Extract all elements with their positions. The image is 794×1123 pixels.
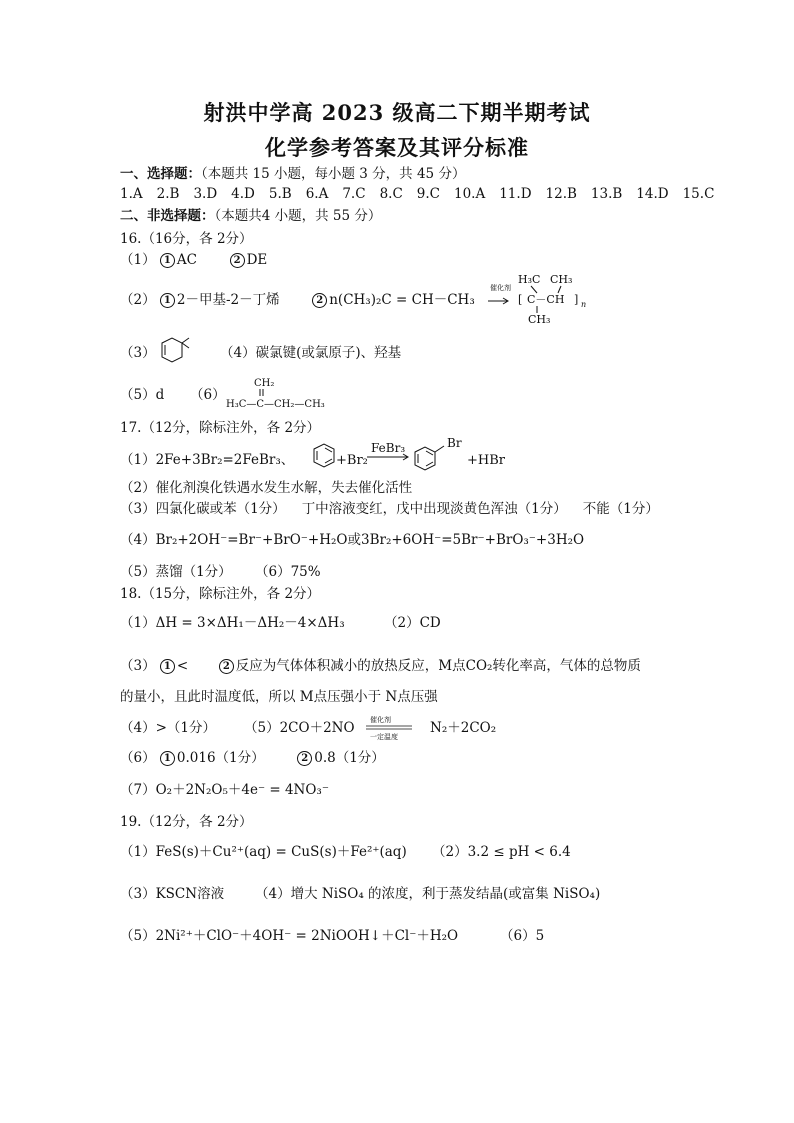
q17-header: 17.（12分，除标注外，各 2分） [120,420,321,436]
bracket-left-icon: [ [518,293,523,306]
answer-key-title: 化学参考答案及其评分标准 [265,135,529,160]
section2-note: （本题共4 小题，共 55 分） [214,208,382,224]
q16-p1-a: AC [176,252,197,268]
q18-p5-right: N₂＋2CO₂ [430,720,497,736]
mc-answer: 15.C [682,186,715,202]
exam-title: 射洪中学高 2023 级高二下期半期考试 [203,100,591,125]
section2-heading: 二、非选择题： [120,208,215,224]
q18-part2: （2）CD [384,615,441,631]
circle-number-icon: 2 [219,659,234,674]
mc-answer: 9.C [416,186,440,202]
q17-part1-a: （1）2Fe+3Br₂=2FeBr₃、 [120,452,295,468]
section1-note: （本题共 15 小题，每小题 3 分，共 45 分） [201,166,466,182]
q16-part5: （5）d [120,387,165,403]
q16-p2-a: 2－甲基-2－丁烯 [176,292,280,308]
q17-part2: （2）催化剂溴化铁遇水发生水解，失去催化活性 [120,480,413,496]
q18-header: 18.（15分，除标注外，各 2分） [120,586,321,602]
mc-answer: 12.B [545,186,577,202]
q16-part3-label: （3） [120,345,156,361]
q18-p3-label: （3） [120,658,156,674]
p6-top: CH₂ [254,378,275,389]
mc-answer: 14.D [636,186,669,202]
q18-part7: （7）O₂＋2N₂O₅＋4e⁻ = 4NO₃⁻ [120,782,329,798]
q17-p3-b: 丁中溶液变红，戊中出现淡黄色浑浊（1分） [301,501,567,517]
circle-number-icon: 2 [312,293,327,308]
poly-top-right: CH₃ [550,273,573,286]
q16-part4: （4）碳氯键(或氯原子)、羟基 [220,345,402,361]
q19-part1: （1）FeS(s)＋Cu²⁺(aq) = CuS(s)＋Fe²⁺(aq) [120,844,407,860]
br-substituent: Br [447,436,462,450]
q16-header: 16.（16分，各 2分） [120,231,253,247]
q16-p1-label: （1） [120,252,156,268]
circle-number-icon: 2 [230,253,245,268]
mc-answer: 6.A [305,186,329,202]
bracket-right-icon: ] [574,293,579,306]
mc-answer: 4.D [231,186,255,202]
circle-number-icon: 1 [160,751,175,766]
q17-p3-a: （3）四氯化碳或苯（1分） [120,501,286,517]
mc-answer: 8.C [379,186,403,202]
mc-answer: 5.B [268,186,292,202]
q18-part1: （1）ΔH = 3×ΔH₁－ΔH₂－4×ΔH₃ [120,615,345,631]
febr3-catalyst: FeBr₃ [371,441,406,455]
q18-p5-label: （5） [244,720,280,736]
q18-p3-b: 反应为气体体积减小的放热反应，M点CO₂转化率高，气体的总物质 [235,658,641,674]
q16-p2-b-eq: n(CH₃)₂C = CH－CH₃ [329,292,475,308]
q18-p5-left: 2CO＋2NO [279,720,355,736]
q17-part4: （4）Br₂+2OH⁻=Br⁻+BrO⁻+H₂O或3Br₂+6OH⁻=5Br⁻+BrO₃⁻+3H₂O [120,532,585,548]
q19-header: 19.（12分，各 2分） [120,814,253,830]
q17-part6: （6）75% [255,564,321,580]
mc-answer: 11.D [499,186,532,202]
q19-part3: （3）KSCN溶液 [120,886,225,902]
p6-chain: H₃C—C—CH₂—CH₃ [226,399,325,410]
q16-part6-label: （6） [190,387,226,403]
q19-part6: （6）5 [500,928,545,944]
q18-p6-b: 0.8（1分） [314,750,385,766]
q18-part6 [120,748,385,768]
mc-answer: 3.D [193,186,218,202]
poly-chain: C－CH [527,293,565,306]
circle-number-icon: 2 [297,751,312,766]
mc-answer: 2.B [156,186,180,202]
q19-part4: （4）增大 NiSO₄ 的浓度，利于蒸发结晶(或富集 NiSO₄) [255,886,601,902]
q18-p6-a: 0.016（1分） [176,750,265,766]
mc-answer: 7.C [342,186,366,202]
q19-part5: （5）2Ni²⁺＋ClO⁻＋4OH⁻ = 2NiOOH↓＋Cl⁻＋H₂O [120,928,459,944]
q18-p6-label: （6） [120,750,156,766]
q17-p3-c: 不能（1分） [582,501,659,517]
br2-reactant: +Br₂ [336,453,368,468]
mc-answer: 13.B [590,186,623,202]
catalyst-label: 催化剂 [490,284,511,292]
q18-part4: （4）>（1分） [120,720,216,736]
cond-top: 催化剂 [370,716,391,724]
q18-p3-a: < [176,658,189,674]
circle-number-icon: 1 [160,293,175,308]
q19-part2: （2）3.2 ≤ pH < 6.4 [432,844,571,860]
poly-top-left: H₃C [518,273,541,286]
q16-p1-b: DE [246,252,268,268]
mc-answer: 10.A [454,186,486,202]
q18-part3-cont: 的量小，且此时温度低，所以 M点压强小于 N点压强 [120,689,438,705]
q16-p2-label: （2） [120,292,156,308]
poly-n: n [581,300,587,309]
mc-answer: 1.A [120,186,143,202]
circle-number-icon: 1 [160,253,175,268]
circle-number-icon: 1 [160,659,175,674]
cond-bottom: 一定温度 [370,733,398,741]
poly-bottom: CH₃ [528,313,551,326]
section1-heading: 一、选择题： [120,166,201,182]
hbr-product: +HBr [467,453,505,468]
q17-part5: （5）蒸馏（1分） [120,564,232,580]
